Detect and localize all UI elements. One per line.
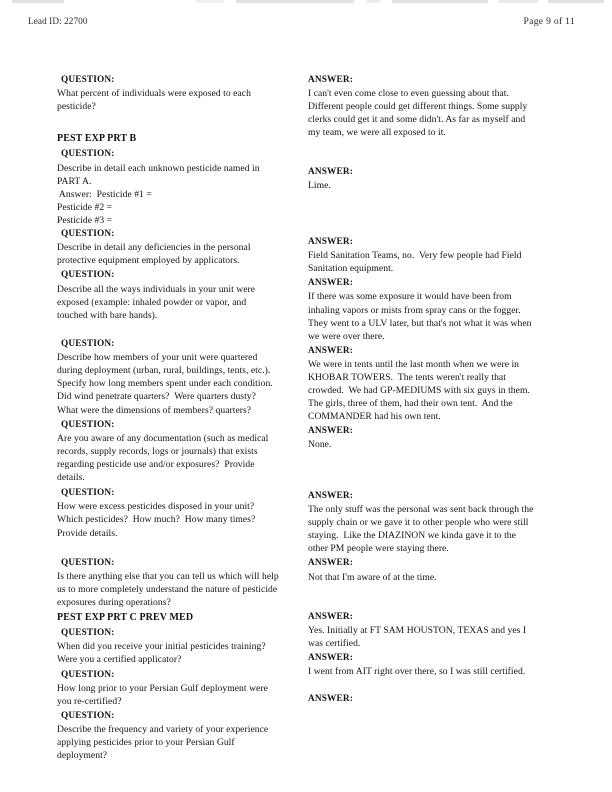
answer-block xyxy=(308,611,578,650)
answer-line: supply chain or we gave it to other people who were still xyxy=(308,517,529,529)
question-line: Describe all the ways individuals in your unit were xyxy=(57,283,256,295)
question-block xyxy=(57,74,300,113)
question-line: regarding pesticide use and/or exposures? Provide xyxy=(57,459,255,470)
lead-id: Lead ID: 22700 xyxy=(28,16,88,26)
answer-line: Lime. xyxy=(308,179,331,191)
answer-text xyxy=(308,179,578,192)
question-block xyxy=(57,269,300,321)
question-label: QUESTION: xyxy=(61,270,115,281)
section-heading-part-c: PEST EXP PRT C PREV MED xyxy=(57,612,194,624)
question-text xyxy=(57,723,300,762)
question-label: QUESTION: xyxy=(61,419,115,430)
question-text xyxy=(57,570,300,609)
question-line: Specify how long members spent under each condition. xyxy=(57,378,273,390)
scan-artifact xyxy=(366,0,380,3)
answer-label: ANSWER: xyxy=(308,425,353,436)
pesticide-blank-line: Answer: Pesticide #1 = xyxy=(57,188,152,200)
answer-text xyxy=(308,290,578,342)
answer-text xyxy=(308,503,578,555)
answer-text xyxy=(308,571,578,584)
question-line: touched with bare hands). xyxy=(57,309,158,321)
question-line: deployment? xyxy=(57,750,108,762)
answer-line: inhaling vapors or mists from spray cans or the fogger. xyxy=(308,304,521,316)
question-text xyxy=(57,162,300,188)
answer-label: ANSWER: xyxy=(308,558,353,569)
question-line: records, supply records, logs or journals) that exists xyxy=(57,445,258,457)
answer-line: Not that I'm aware of at the time. xyxy=(308,571,437,583)
question-label: QUESTION: xyxy=(61,710,115,721)
question-block xyxy=(57,557,300,609)
answer-line: Different people could get different things. Some supply xyxy=(308,101,528,113)
question-line: details. xyxy=(57,472,85,484)
answer-block xyxy=(308,277,578,343)
answer-line: Field Sanitation Teams, no. Very few people had Field xyxy=(308,250,522,262)
question-line: How long prior to your Persian Gulf deployment were xyxy=(57,682,268,694)
answer-line: we were over there. xyxy=(308,330,385,342)
question-answer-blanks xyxy=(57,188,300,227)
page-number: Page 9 of 11 xyxy=(523,16,575,27)
page-header xyxy=(0,16,612,32)
answer-block xyxy=(308,74,578,140)
question-line: Describe in detail any deficiencies in the personal xyxy=(57,242,251,254)
question-line: What percent of individuals were exposed to each xyxy=(57,88,251,100)
answer-line: Sanitation equipment. xyxy=(308,263,394,275)
answer-label: ANSWER: xyxy=(308,611,353,622)
section-heading-part-b: PEST EXP PRT B xyxy=(57,133,137,145)
question-label: QUESTION: xyxy=(61,557,115,568)
answers-column xyxy=(308,74,578,707)
question-line: Is there anything else that you can tell us which will help xyxy=(57,570,279,582)
answer-block xyxy=(308,490,578,556)
answer-block xyxy=(308,236,578,275)
answer-line: was certified. xyxy=(308,637,361,649)
answer-block xyxy=(308,693,578,706)
answer-line: my team, we were all exposed to it. xyxy=(308,127,446,139)
question-label: QUESTION: xyxy=(61,229,115,240)
question-label: QUESTION: xyxy=(61,628,115,639)
question-line: PART A. xyxy=(57,175,92,187)
question-line: applying pesticides prior to your Persian Gulf xyxy=(57,737,235,749)
answer-label: ANSWER: xyxy=(308,694,353,705)
question-block xyxy=(57,228,300,267)
question-block xyxy=(57,419,300,485)
question-text xyxy=(57,351,300,416)
question-text xyxy=(57,87,300,113)
answer-text xyxy=(308,438,578,451)
answer-line: If there was some exposure it would have been from xyxy=(308,291,512,303)
question-line: Are you aware of any documentation (such as medical xyxy=(57,432,269,444)
answer-block xyxy=(308,557,578,583)
question-line: Did wind penetrate quarters? Were quarters dusty? xyxy=(57,391,256,403)
answer-line: They went to a ULV later, but that's not what it was when xyxy=(308,317,532,329)
question-line: you re-certified? xyxy=(57,695,122,707)
question-label: QUESTION: xyxy=(61,338,115,349)
answer-block xyxy=(308,425,578,451)
scan-artifact xyxy=(196,0,224,3)
scan-artifact xyxy=(498,0,538,3)
question-line: Describe how members of your unit were quartered xyxy=(57,352,258,364)
question-line: Provide details. xyxy=(57,527,118,539)
question-label: QUESTION: xyxy=(61,75,115,85)
answer-text xyxy=(308,358,578,423)
answer-line: other PM people were staying there. xyxy=(308,543,449,555)
question-label: QUESTION: xyxy=(61,488,115,499)
answer-line: Yes. Initially at FT SAM HOUSTON, TEXAS and yes I xyxy=(308,624,527,636)
answer-line: None. xyxy=(308,438,332,450)
answer-line: The only stuff was the personal was sent back through the xyxy=(308,504,534,516)
question-label: QUESTION: xyxy=(61,669,115,680)
question-text xyxy=(57,241,300,267)
question-text xyxy=(57,640,300,666)
answer-block xyxy=(308,345,578,424)
answer-line: The girls, three of them, had their own tent. And the xyxy=(308,398,513,410)
question-line: exposures during operations? xyxy=(57,597,171,609)
question-text xyxy=(57,283,300,322)
answer-label: ANSWER: xyxy=(308,75,353,85)
answer-label: ANSWER: xyxy=(308,345,353,356)
answer-line: KHOBAR TOWERS. The tents weren't really that xyxy=(308,372,506,384)
pesticide-blank-line: Pesticide #3 = xyxy=(57,214,113,226)
question-block xyxy=(57,627,300,666)
question-line: Describe the frequency and variety of your experience xyxy=(57,724,269,736)
question-line: pesticide? xyxy=(57,101,96,113)
question-line: protective equipment employed by applicators. xyxy=(57,255,240,267)
scan-artifact xyxy=(236,0,354,3)
answer-line: staying. Like the DIAZINON we kinda gave it to the xyxy=(308,530,516,542)
question-line: Which pesticides? How much? How many times? xyxy=(57,514,256,526)
pesticide-blank-line: Pesticide #2 = xyxy=(57,201,113,213)
question-line: How were excess pesticides disposed in your unit? xyxy=(57,501,255,513)
answer-text xyxy=(308,624,578,650)
question-text xyxy=(57,500,300,539)
answer-text xyxy=(308,249,578,275)
question-block xyxy=(57,710,300,762)
answer-label: ANSWER: xyxy=(308,653,353,664)
question-text xyxy=(57,682,300,708)
question-line: Describe in detail each unknown pesticide named in xyxy=(57,162,260,174)
answer-line: We were in tents until the last month when we were in xyxy=(308,359,520,371)
question-line: us to more completely understand the nature of pesticide xyxy=(57,583,278,595)
answer-line: I went from AIT right over there, so I was still certified. xyxy=(308,666,526,678)
question-line: Were you a certified applicator? xyxy=(57,654,182,666)
answer-text xyxy=(308,665,578,678)
scan-artifact xyxy=(392,0,488,3)
question-label: QUESTION: xyxy=(61,149,115,160)
question-block xyxy=(57,669,300,708)
answer-block xyxy=(308,166,578,192)
question-text xyxy=(57,432,300,484)
question-line: When did you receive your initial pesticides training? xyxy=(57,641,266,653)
answer-label: ANSWER: xyxy=(308,490,353,501)
answer-line: clerks could get it and some didn't. As far as myself and xyxy=(308,114,526,126)
answer-label: ANSWER: xyxy=(308,236,353,247)
question-block xyxy=(57,487,300,539)
answer-block xyxy=(308,652,578,678)
question-line: What were the dimensions of members? quarters? xyxy=(57,404,252,416)
scan-artifact xyxy=(12,0,64,3)
questions-column xyxy=(57,74,300,762)
answer-line: I can't even come close to even guessing about that. xyxy=(308,88,509,100)
question-line: during deployment (urban, rural, buildings, tents, etc.). xyxy=(57,365,271,377)
answer-line: COMMANDER had his own tent. xyxy=(308,411,441,423)
answer-label: ANSWER: xyxy=(308,166,353,177)
answer-line: crowded. We had GP-MEDIUMS with six guys in them. xyxy=(308,385,530,397)
question-block xyxy=(57,148,300,227)
question-block xyxy=(57,338,300,417)
question-line: exposed (example: inhaled powder or vapor, and xyxy=(57,296,247,308)
answer-label: ANSWER: xyxy=(308,278,353,289)
scan-artifact xyxy=(548,0,604,3)
answer-text xyxy=(308,87,578,139)
